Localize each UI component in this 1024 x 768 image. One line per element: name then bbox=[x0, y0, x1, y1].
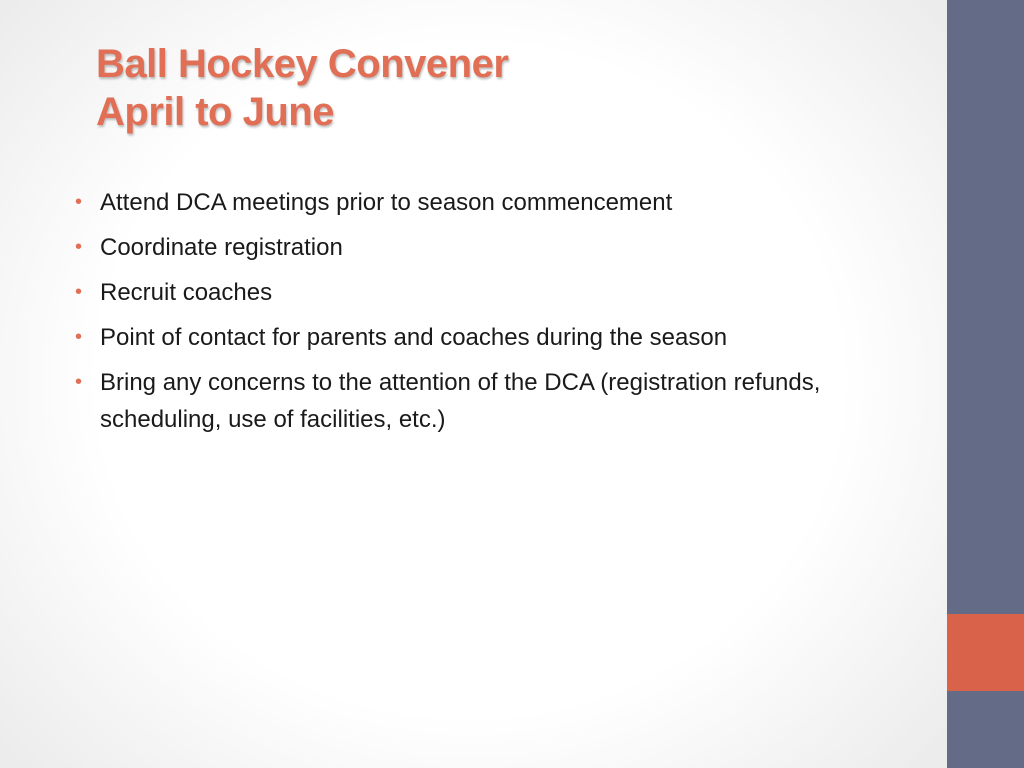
bullet-text: Point of contact for parents and coaches during the season bbox=[100, 324, 728, 351]
slide-title bbox=[96, 40, 508, 136]
bullet-icon: • bbox=[75, 371, 83, 393]
bullet-list bbox=[75, 184, 895, 446]
bullet-text: Bring any concerns to the attention of the DCA (registration refunds, scheduling, use of facilities, etc.) bbox=[100, 369, 821, 433]
bullet-text: Recruit coaches bbox=[100, 279, 273, 306]
side-accent-block bbox=[947, 614, 1024, 691]
bullet-icon: • bbox=[75, 326, 83, 348]
bullet-item bbox=[75, 274, 895, 311]
bullet-icon: • bbox=[75, 236, 83, 258]
bullet-icon: • bbox=[75, 281, 83, 303]
bullet-icon: • bbox=[75, 191, 83, 213]
bullet-item bbox=[75, 319, 895, 356]
slide-title-line-2: April to June bbox=[96, 90, 334, 134]
bullet-text: Coordinate registration bbox=[100, 234, 343, 261]
bullet-item bbox=[75, 184, 895, 221]
slide-title-line-1: Ball Hockey Convener bbox=[96, 42, 509, 86]
bullet-item bbox=[75, 364, 895, 438]
bullet-item bbox=[75, 229, 895, 266]
bullet-text: Attend DCA meetings prior to season commencement bbox=[100, 189, 673, 216]
